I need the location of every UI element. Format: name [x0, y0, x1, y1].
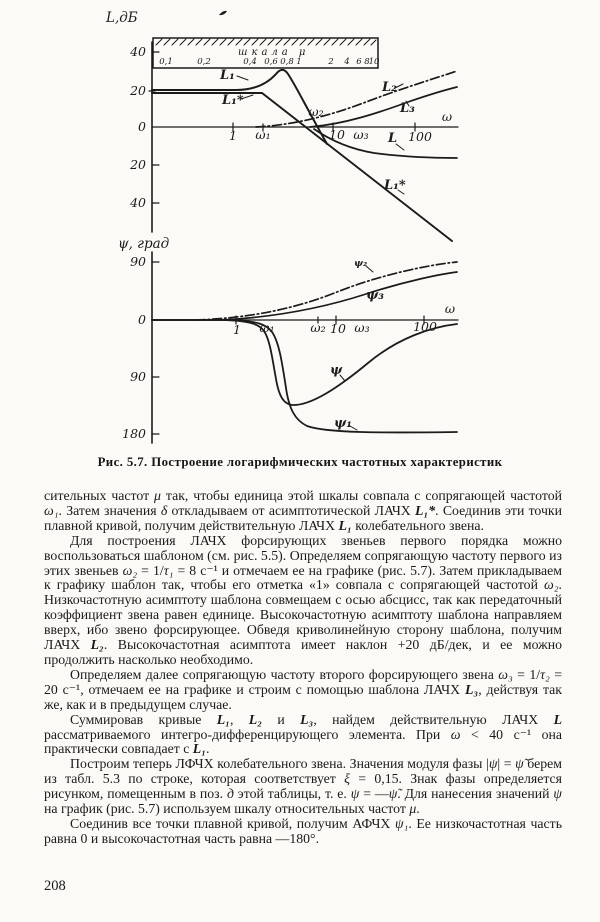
mag-x-tick-label: ω₂ — [308, 104, 324, 119]
mag-y-tick-label: 20 — [130, 83, 146, 98]
paragraph: Для построения ЛАЧХ форсирующих звеньев первого порядка можно воспользоваться шаблоном (см. рис. 5.5). Определяем сопрягающую частоту первого из этих звеньев ω₂ = 1/τ₁ = 8 с⁻¹ и отмечаем ее на графике (рис. 5.7). Затем прикладываем к графику шаблон так, чтобы его отметка «1» совпала с сопрягающей частотой ω₂. Низкочастотную асимптоту шаблона совмещаем с осью абсцисс, так как передаточный коэффициент звена равен единице. Высокочастотную асимптоту шаблона направляем вверх, ибо звено форсирующее. Обведя криволинейную сторону шаблона, получим ЛАЧХ L₂. Высокочастотная асимптота имеет наклон +20 дБ/дек, и ее можно продолжить насколько необходимо. — [44, 532, 562, 667]
phase-chart — [118, 236, 458, 443]
mag-x-axis-title: ω — [441, 109, 453, 124]
curve-psi3 — [222, 272, 457, 320]
ruler-tick-label: 10 — [368, 57, 380, 67]
mag-x-tick-label: 1 — [229, 128, 237, 143]
phase-y-tick-label: 90 — [130, 254, 146, 269]
curve-psi-sum — [152, 320, 457, 405]
curve-label-L-sum: L — [388, 131, 398, 146]
mag-y-tick-label: 20 — [130, 157, 146, 172]
bode-plot-figure — [0, 0, 600, 452]
curve-label-psi2: ψ₂ — [354, 258, 368, 269]
ruler-tick-label: 8 — [364, 57, 370, 67]
mag-x-tick-label: 100 — [408, 129, 432, 144]
mag-x-tick-label: ω₁ — [255, 127, 271, 142]
phase-x-tick-label: 1 — [233, 322, 241, 337]
ruler-tick-label: 4 — [344, 57, 350, 67]
ruler-tick-label: 0,1 — [159, 57, 173, 67]
ruler-tick-label: 0,4 — [243, 57, 257, 67]
paragraph: Соединив все точки плавной кривой, получим АФЧХ ψ₁. Ее низкочастотная часть равна 0 и высокочастотная часть равна —180°. — [44, 815, 563, 846]
figure-5-7 — [0, 0, 600, 452]
phase-x-tick-label: 10 — [330, 321, 346, 336]
phase-y-tick-label: 90 — [130, 369, 146, 384]
phase-y-tick-label: 180 — [122, 426, 146, 441]
phase-x-tick-label: ω₃ — [354, 320, 370, 335]
phase-y-axis-ticks — [152, 262, 159, 434]
paragraph: сительных частот μ так, чтобы единица этой шкалы совпала с сопрягающей частотой ω₁. Затем значения δ откладываем от асимптотической ЛАЧХ L₁*. Соединив эти точки плавной кривой, получим действительную ЛАЧХ L₁ колебательного звена. — [44, 488, 562, 533]
ruler-tick-label: 0,6 — [264, 57, 278, 67]
ruler-tick-label: 1 — [296, 57, 302, 67]
paragraph: Определяем далее сопрягающую частоту второго форсирующего звена ω₃ = 1/τ₂ = 20 с⁻¹, отмечаем ее на графике и строим с помощью шаблона ЛАЧХ L₃, действуя так же, как и в предыдущем случае. — [44, 666, 563, 712]
curve-label-psi-sum: ψ — [330, 363, 343, 378]
curve-label-L1-asymptote: L₁* — [222, 93, 244, 108]
ruler-tick-label: 0,2 — [197, 57, 211, 67]
ruler-tick-label: 6 — [356, 57, 362, 67]
mag-y-tick-label: 40 — [130, 44, 146, 59]
ruler-tick-label: 0,8 — [280, 57, 294, 67]
mag-y-tick-label: 0 — [138, 119, 146, 134]
ruler-hatch — [156, 39, 376, 45]
phase-x-axis-title: ω — [444, 301, 456, 316]
mag-y-tick-label: 40 — [130, 195, 146, 210]
phase-x-tick-label: ω₂ — [310, 320, 326, 335]
ink-smudge — [219, 11, 227, 15]
curve-label-L1-asymptote-hf: L₁* — [384, 178, 406, 193]
magnitude-chart — [105, 10, 458, 241]
page-number: 208 — [44, 878, 66, 894]
ruler-title: шкала μ — [238, 47, 310, 58]
curve-label-psi1: ψ₁ — [334, 416, 352, 431]
curve-psi2 — [196, 262, 457, 320]
ruler-tick-label: 2 — [328, 57, 334, 67]
phase-y-tick-label: 0 — [138, 312, 146, 327]
paragraph: Построим теперь ЛФЧХ колебательного звена. Значения модуля фазы |ψ| = ψ̃ берем из табл. 5.3 по строке, которая соответствует ξ = 0,15. Знак фазы определяется рисунком, помещенным в поз. д этой таблицы, т. е. ψ = —ψ̃. Для нанесения значений ψ на график (рис. 5.7) используем шкалу относительных частот μ. — [44, 756, 563, 817]
curve-label-L3: L₃ — [400, 101, 415, 116]
curve-label-L2: L₂ — [382, 80, 397, 95]
figure-caption: Рис. 5.7. Построение логарифмических частотных характеристик — [97, 455, 503, 469]
phase-x-tick-label: ω₁ — [259, 320, 275, 335]
mag-x-tick-label: 10 — [329, 127, 345, 142]
curve-label-psi3: ψ₃ — [366, 288, 384, 303]
phase-x-tick-label: 100 — [413, 319, 437, 334]
body-text — [44, 489, 562, 847]
phase-axis-title: ψ, град — [118, 236, 170, 252]
mag-axis-title: L,дБ — [106, 10, 138, 26]
mag-x-tick-label: ω₃ — [353, 127, 369, 142]
mu-scale-ruler — [153, 38, 380, 68]
curve-label-L1: L₁ — [220, 68, 235, 83]
paragraph: Суммировав кривые L₁, L₂ и L₃, найдем действительную ЛАЧХ L рассматриваемого интегро-дифференцирующего элемента. При ω < 40 с⁻¹ она практически совпадает с L₁. — [44, 711, 562, 757]
